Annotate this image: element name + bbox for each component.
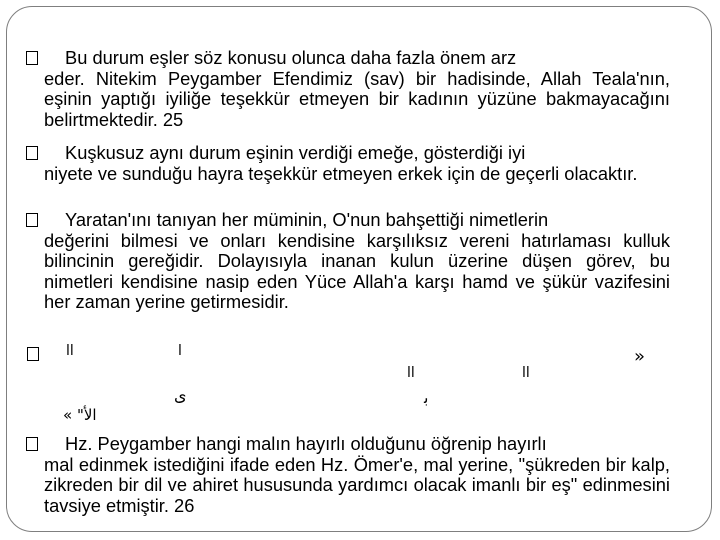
arabic-fragment: ll xyxy=(522,365,530,381)
paragraph-4 xyxy=(44,434,670,516)
paragraph-2-text: niyete ve sunduğu hayra teşekkür etmeyen erkek için de geçerli olacaktır. xyxy=(44,162,638,184)
bullet-box-icon xyxy=(26,437,38,451)
paragraph-4-first-line: Hz. Peygamber hangi malın hayırlı olduğunu öğrenip hayırlı xyxy=(65,433,547,454)
arabic-fragment: ll xyxy=(407,365,415,381)
paragraph-2-first-line: Kuşkusuz aynı durum eşinin verdiği emeğe, gösterdiği iyi xyxy=(65,142,526,163)
paragraph-1-first-line: Bu durum eşler söz konusu olunca daha fazla önem arz xyxy=(65,47,517,68)
paragraph-3 xyxy=(44,210,670,313)
paragraph-3-text: değerini bilmesi ve onları kendisine karşılıksız vereni hatırlaması kulluk bilincinin gereğidir. Dolayısıyla inanan kulun üzerine düşen görev, bu nimetleri kendisine nasip eden Yüce Allah'a karşı hamd ve şükür vazifesini her zaman yerine getirmesidir. xyxy=(44,229,670,312)
arabic-fragment: ll xyxy=(66,343,74,359)
paragraph-1 xyxy=(44,48,670,130)
paragraph-4-text: mal edinmek istediğini ifade eden Hz. Ömer'e, mal yerine, "şükreden bir kalp, zikreden bir dil ve ahiret hususunda yardımcı olacak imanlı bir eş" edinmesini tavsiye etmiştir. 26 xyxy=(44,453,670,516)
bullet-box-icon xyxy=(26,213,38,227)
paragraph-2 xyxy=(44,143,670,184)
arabic-fragment: l xyxy=(178,343,182,359)
bullet-box-icon xyxy=(26,146,38,160)
bullet-box-icon xyxy=(27,347,39,361)
arabic-fragment: » xyxy=(634,346,646,367)
arabic-fragment: « "ﺍﻷ xyxy=(63,406,97,424)
paragraph-3-first-line: Yaratan'ını tanıyan her müminin, O'nun bahşettiği nimetlerin xyxy=(65,209,549,230)
arabic-fragment: ى xyxy=(174,386,187,405)
arabic-fragment: ﺑ xyxy=(424,388,429,407)
paragraph-1-text: eder. Nitekim Peygamber Efendimiz (sav) bir hadisinde, Allah Teala'nın, eşinin yaptığı iyiliğe teşekkür etmeyen bir kadının yüzüne bakmayacağını belirtmektedir. 25 xyxy=(44,67,670,130)
bullet-box-icon xyxy=(26,51,38,65)
